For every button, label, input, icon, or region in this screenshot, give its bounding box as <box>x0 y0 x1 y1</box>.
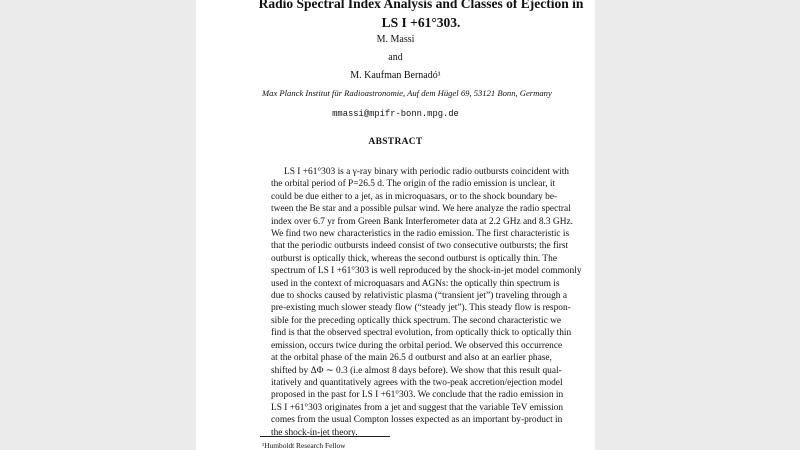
abstract-line: emission, occurs twice during the orbital period. We observed this occurrence <box>271 340 563 351</box>
abstract-line: pre-existing much slower steady flow (“steady jet”). This steady flow is respon- <box>271 303 571 314</box>
abstract-line: the orbital period of P=26.5 d. The origin of the radio emission is unclear, it <box>271 179 556 190</box>
abstract-body <box>271 166 587 439</box>
abstract-line: shifted by ΔΦ ∼ 0.3 (i.e almost 8 days before). We show that this result qual- <box>271 365 562 376</box>
affiliation: Max Planck Institut für Radioastronomie, Auf dem Hügel 69, 53121 Bonn, Germany <box>262 88 552 98</box>
author-1: M. Massi <box>376 34 415 45</box>
abstract-line: outburst is optically thick, whereas the second outburst is optically thin. The <box>271 253 557 264</box>
abstract-line: find is that the observed spectral evolution, from optically thick to optically thin <box>271 328 572 339</box>
abstract-line: due to shocks caused by relativistic plasma (“transient jet”) traveling through a <box>271 291 567 302</box>
abstract-heading: ABSTRACT <box>368 137 423 147</box>
abstract-line: We find two new characteristics in the radio emission. The first characteristic is <box>271 229 570 240</box>
viewer-background-left <box>0 0 196 450</box>
abstract-line: index over 6.7 yr from Green Bank Interferometer data at 2.2 GHz and 8.3 GHz. <box>271 216 573 227</box>
title-line-1: Radio Spectral Index Analysis and Classes of Ejection in <box>258 0 584 11</box>
abstract-line: that the periodic outbursts indeed consist of two consecutive outbursts; the first <box>271 241 569 252</box>
footnote-rule <box>260 436 390 437</box>
paper-page <box>196 0 595 450</box>
abstract-line: the shock-in-jet theory. <box>271 427 358 438</box>
abstract-line: proposed in the past for LS I +61°303. We conclude that the radio emission in <box>271 390 564 401</box>
abstract-line: spectrum of LS I +61°303 is well reproduced by the shock-in-jet model commonly <box>271 266 582 277</box>
paper-title <box>256 0 586 32</box>
abstract-line: at the orbital phase of the main 26.5 d outburst and also at an earlier phase, <box>271 353 552 364</box>
abstract-line: itatively and quantitatively agrees with the two-peak accretion/ejection model <box>271 377 563 388</box>
abstract-line: comes from the usual Compton losses expected as an important by-product in <box>271 415 563 426</box>
title-line-2: LS I +61°303. <box>381 15 461 30</box>
author-email[interactable]: mmassi@mpifr-bonn.mpg.de <box>332 109 459 119</box>
abstract-line: could be due either to a jet, as in microquasars, or to the shock boundary be- <box>271 191 558 202</box>
footnote: ¹Humboldt Research Fellow <box>262 441 346 450</box>
author-2: M. Kaufman Bernadó¹ <box>350 70 441 81</box>
abstract-line: LS I +61°303 is a γ-ray binary with periodic radio outbursts coincident with <box>284 167 569 177</box>
viewer-background-right <box>595 0 800 450</box>
abstract-line: LS I +61°303 originates from a jet and suggest that the variable TeV emission <box>271 402 564 413</box>
abstract-line: used in the context of microquasars and AGNs: the optically thin spectrum is <box>271 278 560 289</box>
abstract-line: sible for the preceding optically thick spectrum. The second characteristic we <box>271 315 562 326</box>
author-conjunction: and <box>388 52 403 63</box>
abstract-line: tween the Be star and a possible pulsar wind. We here analyze the radio spectral <box>271 204 571 215</box>
